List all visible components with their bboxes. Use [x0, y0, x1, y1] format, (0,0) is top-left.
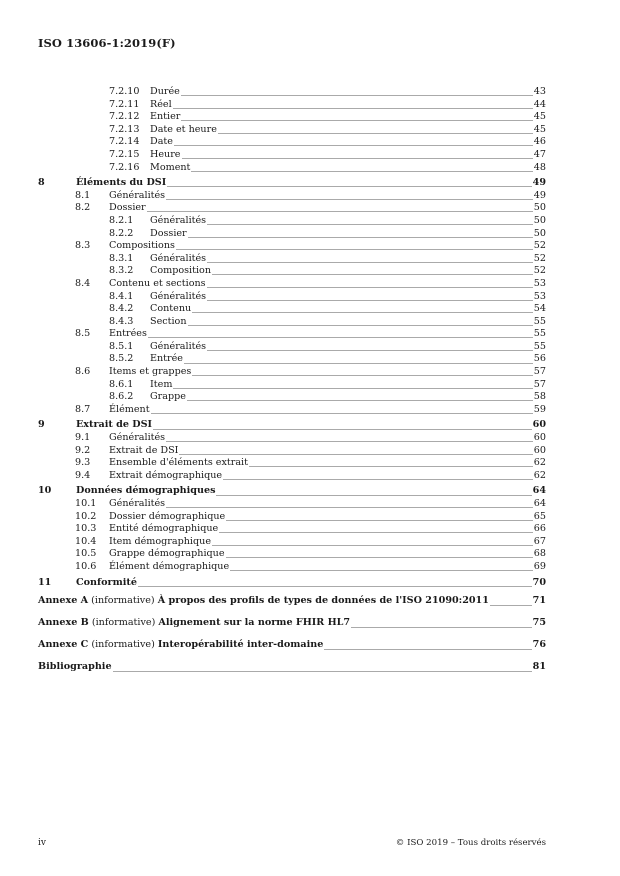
toc-entry-page: 50	[533, 202, 546, 214]
toc-entry-number: 10.6	[75, 560, 97, 572]
toc-entry-number: 7.2.13	[109, 123, 140, 135]
dot-leader	[230, 570, 533, 571]
toc-entry-title: Généralités	[109, 498, 166, 509]
toc-entry-number: 7.2.12	[109, 111, 140, 123]
dot-leader	[249, 466, 533, 467]
dot-leader	[181, 120, 532, 121]
toc-entry-page: 52	[533, 240, 546, 252]
toc-entry-page: 64	[532, 485, 546, 497]
toc-entry-number: 8.2	[75, 202, 91, 214]
toc-entry[interactable]	[38, 162, 546, 175]
dot-leader	[174, 145, 533, 146]
toc-entry-title: Extrait démographique	[109, 469, 223, 481]
annex-heading: Interopérabilité inter-domaine	[157, 639, 324, 651]
toc-entry[interactable]	[38, 470, 546, 483]
toc-entry[interactable]	[38, 177, 546, 190]
toc-entry[interactable]	[38, 353, 546, 366]
dot-leader	[166, 507, 533, 508]
toc-entry-page: 60	[533, 444, 546, 456]
toc-entry-number: 8.4.2	[109, 303, 134, 315]
toc-entry-number: 8.4	[75, 277, 91, 289]
toc-entry[interactable]	[38, 366, 546, 379]
toc-entry-number: 7.2.16	[109, 161, 140, 173]
toc-entry-number: 9	[38, 419, 45, 431]
toc-entry-page: 60	[532, 419, 546, 431]
toc-entry-number: 10.3	[75, 523, 97, 535]
toc-entry-title: Ensemble d'éléments extrait	[109, 457, 248, 469]
dot-leader	[207, 224, 533, 225]
toc-entry-page: 46	[533, 136, 546, 148]
dot-leader	[192, 312, 533, 313]
toc-annex-entry[interactable]	[38, 595, 546, 608]
toc-annex-entry[interactable]	[38, 661, 546, 674]
toc-entry-title: Contenu et sections	[109, 277, 206, 289]
toc-entry-title: Réel	[150, 98, 172, 110]
toc-entry-number: 10.1	[75, 498, 97, 509]
toc-entry-number: 8	[38, 177, 45, 189]
dot-leader	[113, 671, 532, 672]
toc-entry[interactable]	[38, 404, 546, 417]
dot-leader	[138, 586, 532, 587]
toc-entry-title: Date et heure	[150, 123, 217, 135]
toc-entry[interactable]	[38, 498, 546, 511]
toc-entry-number: 9.2	[75, 444, 91, 456]
dot-leader	[191, 171, 532, 172]
toc-entry[interactable]	[38, 99, 546, 112]
toc-entry[interactable]	[38, 457, 546, 470]
toc-entry-title: Dossier démographique	[109, 510, 226, 522]
dot-leader	[216, 495, 531, 496]
toc-entry[interactable]	[38, 240, 546, 253]
toc-entry-title: Items et grappes	[109, 366, 192, 378]
toc-entry[interactable]	[38, 149, 546, 162]
toc-entry-number: 8.6.1	[109, 378, 134, 390]
dot-leader	[187, 400, 533, 401]
toc-entry-number: 7.2.10	[109, 86, 140, 97]
toc-entry-page: 60	[533, 432, 546, 444]
toc-entry[interactable]	[38, 328, 546, 341]
toc-entry-page: 48	[533, 161, 546, 173]
toc-entry-page: 43	[533, 86, 546, 97]
annex-qualifier: (informative)	[88, 595, 158, 607]
dot-leader	[223, 479, 533, 480]
dot-leader	[207, 350, 533, 351]
toc-entry[interactable]	[38, 419, 546, 432]
toc-entry-page: 52	[533, 265, 546, 277]
toc-entry-title: Durée	[150, 86, 180, 97]
dot-leader	[179, 454, 532, 455]
toc-entry-title: Données démographiques	[76, 485, 216, 497]
toc-entry-number: 8.2.1	[109, 214, 134, 226]
toc-entry[interactable]	[38, 190, 546, 203]
toc-entry-number: 8.4.1	[109, 290, 134, 302]
dot-leader	[212, 274, 533, 275]
dot-leader	[192, 375, 532, 376]
dot-leader	[182, 158, 533, 159]
toc-entry[interactable]	[38, 445, 546, 458]
toc-entry-number: 8.5.2	[109, 353, 134, 365]
toc-entry-title: Grappe démographique	[109, 548, 225, 560]
dot-leader	[181, 95, 533, 96]
toc-entry[interactable]	[38, 136, 546, 149]
toc-entry-title: Élément	[109, 403, 150, 415]
toc-entry-page: 45	[533, 111, 546, 123]
toc-entry-title: Contenu	[150, 303, 192, 315]
dot-leader	[151, 413, 533, 414]
toc-entry-title: Moment	[150, 161, 191, 173]
toc-entry[interactable]	[38, 432, 546, 445]
toc-entry-page: 62	[533, 457, 546, 469]
toc-annex-title	[38, 617, 350, 630]
toc-entry-page: 65	[533, 510, 546, 522]
dot-leader	[173, 388, 532, 389]
toc-entry-number: 8.3	[75, 240, 91, 252]
annex-qualifier: (informative)	[88, 639, 158, 651]
toc-entry-page: 62	[533, 469, 546, 481]
toc-entry-title: Généralités	[150, 214, 207, 226]
toc-entry-page: 64	[533, 498, 546, 509]
dot-leader	[218, 133, 533, 134]
dot-leader	[490, 605, 532, 606]
dot-leader	[173, 108, 533, 109]
toc-entry-title: Grappe	[150, 391, 186, 403]
annex-qualifier: (informative)	[88, 617, 159, 629]
annex-label: Annexe C	[38, 639, 89, 651]
toc-entry-number: 8.2.2	[109, 227, 134, 239]
toc-entry-title: Entrées	[109, 328, 147, 340]
toc-entry-page: 45	[533, 123, 546, 135]
toc-entry-page: 47	[533, 148, 546, 160]
toc-entry[interactable]	[38, 86, 546, 99]
annex-label: Annexe A	[38, 595, 89, 607]
toc-entry-number: 8.1	[75, 189, 91, 201]
toc-entry[interactable]	[38, 341, 546, 354]
toc-entry-number: 9.3	[75, 457, 91, 469]
toc-entry-number: 10.2	[75, 510, 97, 522]
toc-entry-page: 70	[532, 576, 546, 588]
dot-leader	[148, 337, 533, 338]
toc-entry-number: 11	[38, 576, 52, 588]
dot-leader	[207, 287, 533, 288]
toc-annex-page: 76	[532, 639, 546, 651]
toc-entry-title: Généralités	[150, 340, 207, 352]
toc-entry-title: Généralités	[150, 252, 207, 264]
toc-entry-title: Entier	[150, 111, 181, 123]
toc-entry-page: 54	[533, 303, 546, 315]
dot-leader	[166, 441, 533, 442]
dot-leader	[207, 300, 533, 301]
toc-entry-page: 53	[533, 290, 546, 302]
dot-leader	[212, 545, 533, 546]
toc-entry-page: 50	[533, 227, 546, 239]
dot-leader	[188, 325, 533, 326]
toc-entry-title: Section	[150, 315, 187, 327]
toc-entry-page: 55	[533, 340, 546, 352]
toc-entry[interactable]	[38, 303, 546, 316]
toc-entry-page: 57	[533, 366, 546, 378]
toc-annex-title	[38, 639, 323, 652]
toc-annex-entry[interactable]	[38, 617, 546, 630]
toc-annex-title	[38, 661, 112, 674]
toc-entry-number: 7.2.14	[109, 136, 140, 148]
dot-leader	[324, 649, 531, 650]
toc-entry[interactable]	[38, 316, 546, 329]
toc-entry-number: 8.7	[75, 403, 91, 415]
toc-entry[interactable]	[38, 391, 546, 404]
toc-entry[interactable]	[38, 228, 546, 241]
toc-entry[interactable]	[38, 265, 546, 278]
toc-entry[interactable]	[38, 577, 546, 590]
toc-entry-page: 66	[533, 523, 546, 535]
dot-leader	[226, 520, 533, 521]
annex-label: Annexe B	[38, 617, 89, 629]
toc-entry[interactable]	[38, 485, 546, 498]
toc-entry-title: Élément démographique	[109, 560, 230, 572]
toc-entry-number: 8.3.1	[109, 252, 134, 264]
toc-entry-title: Entité démographique	[109, 523, 219, 535]
toc-entry-title: Généralités	[109, 189, 166, 201]
toc-entry[interactable]	[38, 202, 546, 215]
toc-entry-page: 49	[532, 177, 546, 189]
toc-entry-title: Dossier	[150, 227, 187, 239]
toc-entry-title: Extrait de DSI	[76, 419, 153, 431]
toc-entry-title: Conformité	[76, 576, 137, 588]
dot-leader	[153, 429, 532, 430]
toc-entry-title: Généralités	[150, 290, 207, 302]
toc-annex-title	[38, 595, 489, 608]
toc-entry[interactable]	[38, 536, 546, 549]
toc-entry-number: 8.3.2	[109, 265, 134, 277]
toc-entry-number: 9.4	[75, 469, 91, 481]
toc-annex-page: 75	[532, 617, 546, 629]
toc-entry-title: Composition	[150, 265, 212, 277]
toc-entry-page: 67	[533, 535, 546, 547]
toc-entry-page: 59	[533, 403, 546, 415]
toc-annex-page: 71	[532, 595, 546, 607]
toc-entry-number: 8.6	[75, 366, 91, 378]
toc-entry-number: 10	[38, 485, 52, 497]
toc-entry[interactable]	[38, 253, 546, 266]
toc-entry-title: Entrée	[150, 353, 183, 365]
toc-entry-page: 49	[533, 189, 546, 201]
copyright-notice: © ISO 2019 – Tous droits réservés	[395, 838, 546, 848]
dot-leader	[166, 199, 533, 200]
dot-leader	[351, 627, 532, 628]
toc-entry-number: 7.2.11	[109, 98, 140, 110]
toc-entry-number: 10.5	[75, 548, 97, 560]
dot-leader	[147, 211, 533, 212]
toc-entry-title: Date	[150, 136, 173, 148]
toc-entry[interactable]	[38, 523, 546, 536]
toc-entry-number: 8.5	[75, 328, 91, 340]
toc-entry[interactable]	[38, 124, 546, 137]
annex-heading: À propos des profils de types de données de l'ISO 21090:2011	[157, 595, 489, 607]
toc-entry[interactable]	[38, 561, 546, 574]
toc-entry-number: 7.2.15	[109, 148, 140, 160]
dot-leader	[188, 237, 533, 238]
toc-entry[interactable]	[38, 548, 546, 561]
toc-entry-title: Item démographique	[109, 535, 211, 547]
toc-entry-title: Éléments du DSI	[76, 177, 167, 189]
toc-entry-number: 8.6.2	[109, 391, 134, 403]
toc-entry-title: Généralités	[109, 432, 166, 444]
annex-heading: Alignement sur la norme FHIR HL7	[158, 617, 351, 629]
toc-entry-number: 8.5.1	[109, 340, 134, 352]
dot-leader	[176, 249, 533, 250]
toc-entry-number: 10.4	[75, 535, 97, 547]
toc-entry-page: 58	[533, 391, 546, 403]
toc-entry[interactable]	[38, 111, 546, 124]
toc-entry-page: 56	[533, 353, 546, 365]
toc-entry-page: 52	[533, 252, 546, 264]
toc-entry-page: 68	[533, 548, 546, 560]
dot-leader	[207, 262, 533, 263]
toc-entry[interactable]	[38, 278, 546, 291]
toc-entry[interactable]	[38, 379, 546, 392]
toc-entry-title: Compositions	[109, 240, 175, 252]
dot-leader	[226, 557, 533, 558]
toc-entry-title: Heure	[150, 148, 181, 160]
toc-entry-page: 55	[533, 315, 546, 327]
toc-entry[interactable]	[38, 215, 546, 228]
document-id: ISO 13606-1:2019(F)	[38, 36, 176, 50]
toc-entry-title: Item	[150, 378, 173, 390]
page-number: iv	[38, 838, 46, 848]
toc-entry-title: Extrait de DSI	[109, 444, 179, 456]
toc-annex-page: 81	[532, 661, 546, 673]
dot-leader	[219, 532, 533, 533]
toc-entry-title: Dossier	[109, 202, 146, 214]
table-of-contents	[38, 86, 546, 674]
toc-entry-page: 69	[533, 560, 546, 572]
toc-entry[interactable]	[38, 511, 546, 524]
toc-entry-page: 57	[533, 378, 546, 390]
toc-entry[interactable]	[38, 291, 546, 304]
toc-entry-page: 53	[533, 277, 546, 289]
toc-entry-number: 9.1	[75, 432, 91, 444]
toc-entry-page: 44	[533, 98, 546, 110]
annex-label: Bibliographie	[38, 661, 112, 673]
toc-entry-number: 8.4.3	[109, 315, 134, 327]
toc-entry-page: 50	[533, 214, 546, 226]
dot-leader	[167, 186, 531, 187]
dot-leader	[184, 363, 533, 364]
toc-entry-page: 55	[533, 328, 546, 340]
toc-annex-entry[interactable]	[38, 639, 546, 652]
